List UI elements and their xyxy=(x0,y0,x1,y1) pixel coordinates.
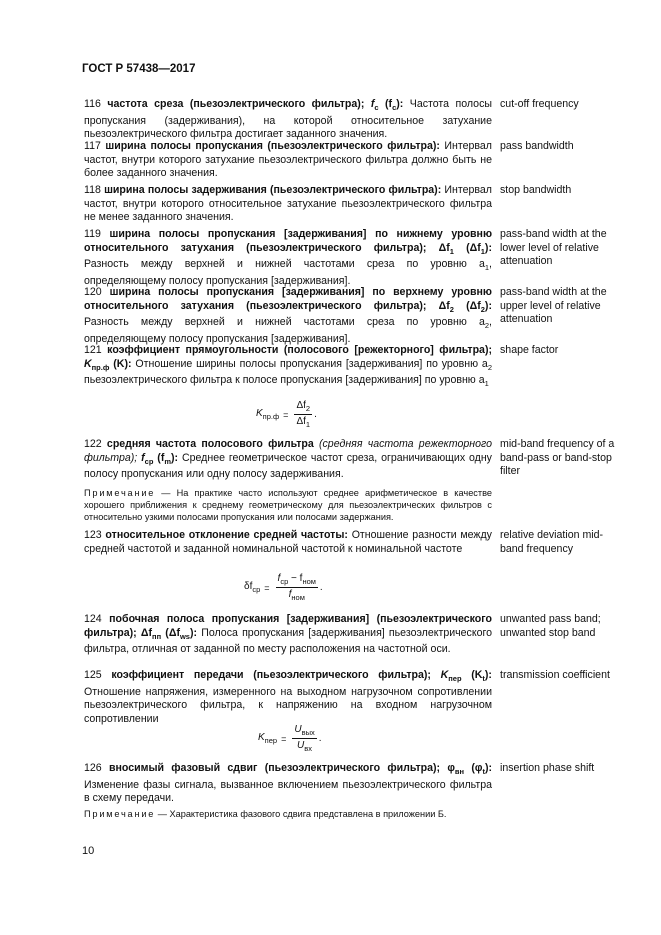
term-120: 120 ширина полосы пропускания [задерживания] по верхнему уровню относительного затухания (пьезоэлектрического фильтра); $\Delta f_2$ $(\Delta f_2)$: Разность между верхней и нижней частотами среза по уровню $a_2$, определяющему полосу пропускания [задерживания]. xyxy=(84,286,492,345)
term-122-en: mid-band frequency of a band-pass or band-stop filter xyxy=(500,438,615,478)
term-118-en: stop bandwidth xyxy=(500,184,572,196)
term-120-en: pass-band width at the upper level of relative attenuation xyxy=(500,286,607,326)
term-121: 121 коэффициент прямоугольности (полосового [режекторного] фильтра); $K_{пр.ф}$ (K): Отношение ширины полосы пропускания [задерживания] по уровню $a_2$ пьезоэлектрического фильтра к полосе пропускания [задерживания] по уровню $a_1$ xyxy=(84,344,492,389)
page-number: 10 xyxy=(82,845,95,857)
formula-shape-factor: $K_{пр.ф}$ = $\frac{\Delta f_2}{\Delta f_1}$ . xyxy=(256,400,317,429)
term-117: 117 ширина полосы пропускания (пьезоэлектрического фильтра): Интервал частот, внутри которого затухание пьезоэлектрического фильтра должно быть не более заданного значения. xyxy=(84,140,492,180)
term-125-en: transmission coefficient xyxy=(500,669,610,681)
term-122: 122 средняя частота полосового фильтра (средняя частота режекторного фильтра); $f_{ср}$ $(f_m)$: Среднее геометрическое частот среза, ограничивающих одну полосу пропускания или одну полосу задерживания. xyxy=(84,438,492,481)
term-117-en: pass bandwidth xyxy=(500,140,574,152)
term-126-en: insertion phase shift xyxy=(500,762,595,774)
note-2: Примечание — Характеристика фазового сдвига представлена в приложении Б. xyxy=(84,809,447,819)
term-121-en: shape factor xyxy=(500,344,559,356)
term-125: 125 коэффициент передачи (пьезоэлектрического фильтра); $K_{пер}$ $(K_t)$: Отношение напряжения, измеренного на выходном нагрузочном сопротивлении пьезоэлектрического фильтра, к напряжению на входном нагрузочном сопротивлении xyxy=(84,669,492,725)
term-124-en: unwanted pass band; unwanted stop band xyxy=(500,613,601,639)
term-116: 116 частота среза (пьезоэлектрического фильтра); $f_c$ $(f_c)$: Частота полосы пропускания (задерживания), на которой относительное затухание пьезоэлектрического фильтра достигает заданного значения. xyxy=(84,98,492,141)
note-1: Примечание — На практике часто используют среднее арифметическое в качестве хорошего приближения к среднему геометрическому для пьезоэлектрических фильтров с относительно узкими полосами пропускания или полосами задержания. xyxy=(84,488,492,522)
term-119: 119 ширина полосы пропускания [задерживания] по нижнему уровню относительного затухания (пьезоэлектрического фильтра); $\Delta f_1$ $(\Delta f_1)$: Разность между верхней и нижней частотами среза по уровню $a_1$, определяющему полосу пропускания [задерживания]. xyxy=(84,228,493,287)
term-124: 124 побочная полоса пропускания [задерживания] (пьезоэлектрического фильтра); $\Delta f_{пп}$ $(\Delta f_{ws})$: Полоса пропускания [задерживания] пьезоэлектрического фильтра, отличная от заданной по месту расположения на частотной оси. xyxy=(84,613,493,656)
formula-transmission: $K_{пер}$ = $\frac{U_{вых}}{U_{вх}}$ . xyxy=(258,724,322,753)
term-123: 123 относительное отклонение средней частоты: Отношение разности между средней частотой и заданной номинальной частотой к номинальной частоте xyxy=(84,529,492,555)
formula-relative-deviation: $\delta f_{ср}$ = $\frac{f_{ср} - f_{ном}}{f_{ном}}$ . xyxy=(244,573,323,602)
term-118: 118 ширина полосы задерживания (пьезоэлектрического фильтра): Интервал частот, внутри которого относительное затухание пьезоэлектрического фильтра не менее заданного значения. xyxy=(84,184,492,224)
term-126: 126 вносимый фазовый сдвиг (пьезоэлектрического фильтра); $\varphi_{вн}$ $(\varphi_t)$: Изменение фазы сигнала, вызванное включением пьезоэлектрического фильтра в схему передачи. xyxy=(84,762,492,805)
term-123-en: relative deviation mid-band frequency xyxy=(500,529,604,555)
term-119-en: pass-band width at the lower level of relative attenuation xyxy=(500,228,607,268)
term-116-en: cut-off frequency xyxy=(500,98,579,110)
document-header: ГОСТ Р 57438—2017 xyxy=(82,63,196,75)
